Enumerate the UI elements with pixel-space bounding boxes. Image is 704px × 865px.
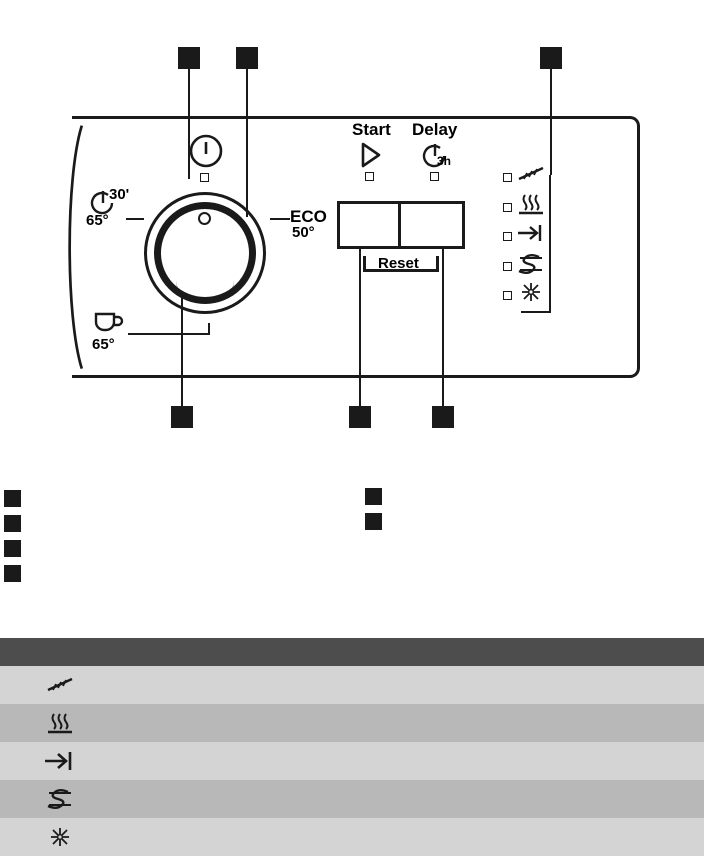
callout-marker-2 bbox=[236, 47, 258, 69]
callout-marker-4 bbox=[171, 406, 193, 428]
leader-line-quick-program bbox=[126, 218, 144, 220]
table-row bbox=[0, 666, 704, 704]
delay-button-label: Delay bbox=[412, 120, 458, 139]
table-cell-icon bbox=[0, 818, 120, 856]
quick-program-time-label: 30' bbox=[109, 186, 130, 203]
option-indicator-1 bbox=[503, 173, 512, 182]
legend-marker-7 bbox=[4, 490, 21, 507]
loop-rinse-icon bbox=[45, 787, 75, 811]
table-cell-desc bbox=[120, 704, 704, 742]
callout-marker-1 bbox=[178, 47, 200, 69]
start-button[interactable] bbox=[340, 204, 401, 246]
leader-line-cup-program-h bbox=[128, 333, 210, 335]
option-column-line-h bbox=[521, 311, 551, 313]
reset-label: Reset bbox=[378, 255, 419, 272]
callout-marker-5 bbox=[349, 406, 371, 428]
callout-marker-6 bbox=[432, 406, 454, 428]
legend-marker-8 bbox=[4, 515, 21, 532]
option-indicator-2 bbox=[503, 203, 512, 212]
table-cell-icon bbox=[0, 742, 120, 780]
eco-program-temp-label: 50° bbox=[292, 224, 315, 241]
arrow-to-bar-icon bbox=[516, 223, 546, 243]
rack-upper-icon bbox=[45, 674, 75, 696]
cup-program-icon bbox=[92, 310, 124, 334]
table-cell-desc bbox=[120, 818, 704, 856]
table-cell-desc bbox=[120, 666, 704, 704]
table-cell-desc bbox=[120, 780, 704, 818]
option-column-line-v bbox=[549, 175, 551, 313]
callout-marker-3 bbox=[540, 47, 562, 69]
quick-program-temp-label: 65° bbox=[86, 212, 109, 229]
table-cell-icon bbox=[0, 666, 120, 704]
rack-upper-icon bbox=[516, 163, 546, 185]
eco-program-label: ECO bbox=[290, 207, 327, 226]
power-button-icon[interactable] bbox=[188, 133, 224, 169]
table-cell-icon bbox=[0, 780, 120, 818]
heat-dry-icon bbox=[45, 711, 75, 735]
sparkle-icon bbox=[516, 280, 546, 304]
cup-program-temp-label: 65° bbox=[92, 336, 115, 353]
sparkle-icon bbox=[45, 825, 75, 849]
legend-marker-12 bbox=[365, 513, 382, 530]
dial-position-marker bbox=[198, 212, 211, 225]
table-row bbox=[0, 704, 704, 742]
option-legend-table bbox=[0, 638, 704, 856]
legend-marker-10 bbox=[4, 565, 21, 582]
table-header-icon-col bbox=[0, 638, 120, 666]
table-header-row bbox=[0, 638, 704, 666]
option-indicator-5 bbox=[503, 291, 512, 300]
table-row bbox=[0, 742, 704, 780]
play-triangle-icon bbox=[360, 142, 382, 168]
table-cell-icon bbox=[0, 704, 120, 742]
delay-button[interactable] bbox=[401, 204, 462, 246]
start-indicator-light bbox=[365, 172, 374, 181]
legend-marker-9 bbox=[4, 540, 21, 557]
delay-indicator-light bbox=[430, 172, 439, 181]
table-header-desc-col bbox=[120, 638, 704, 666]
delay-hours-label: 3h bbox=[437, 154, 452, 168]
loop-rinse-icon bbox=[516, 252, 546, 276]
leader-line-cup-program-v bbox=[208, 323, 210, 335]
option-indicator-3 bbox=[503, 232, 512, 241]
heat-dry-icon bbox=[516, 192, 546, 216]
arrow-to-bar-icon bbox=[43, 751, 77, 771]
table-row bbox=[0, 780, 704, 818]
start-delay-button-pair[interactable] bbox=[337, 201, 465, 249]
legend-marker-11 bbox=[365, 488, 382, 505]
leader-line-eco-program bbox=[270, 218, 290, 220]
start-button-label: Start bbox=[352, 120, 391, 139]
table-row bbox=[0, 818, 704, 856]
option-indicator-4 bbox=[503, 262, 512, 271]
power-indicator-light bbox=[200, 173, 209, 182]
table-cell-desc bbox=[120, 742, 704, 780]
